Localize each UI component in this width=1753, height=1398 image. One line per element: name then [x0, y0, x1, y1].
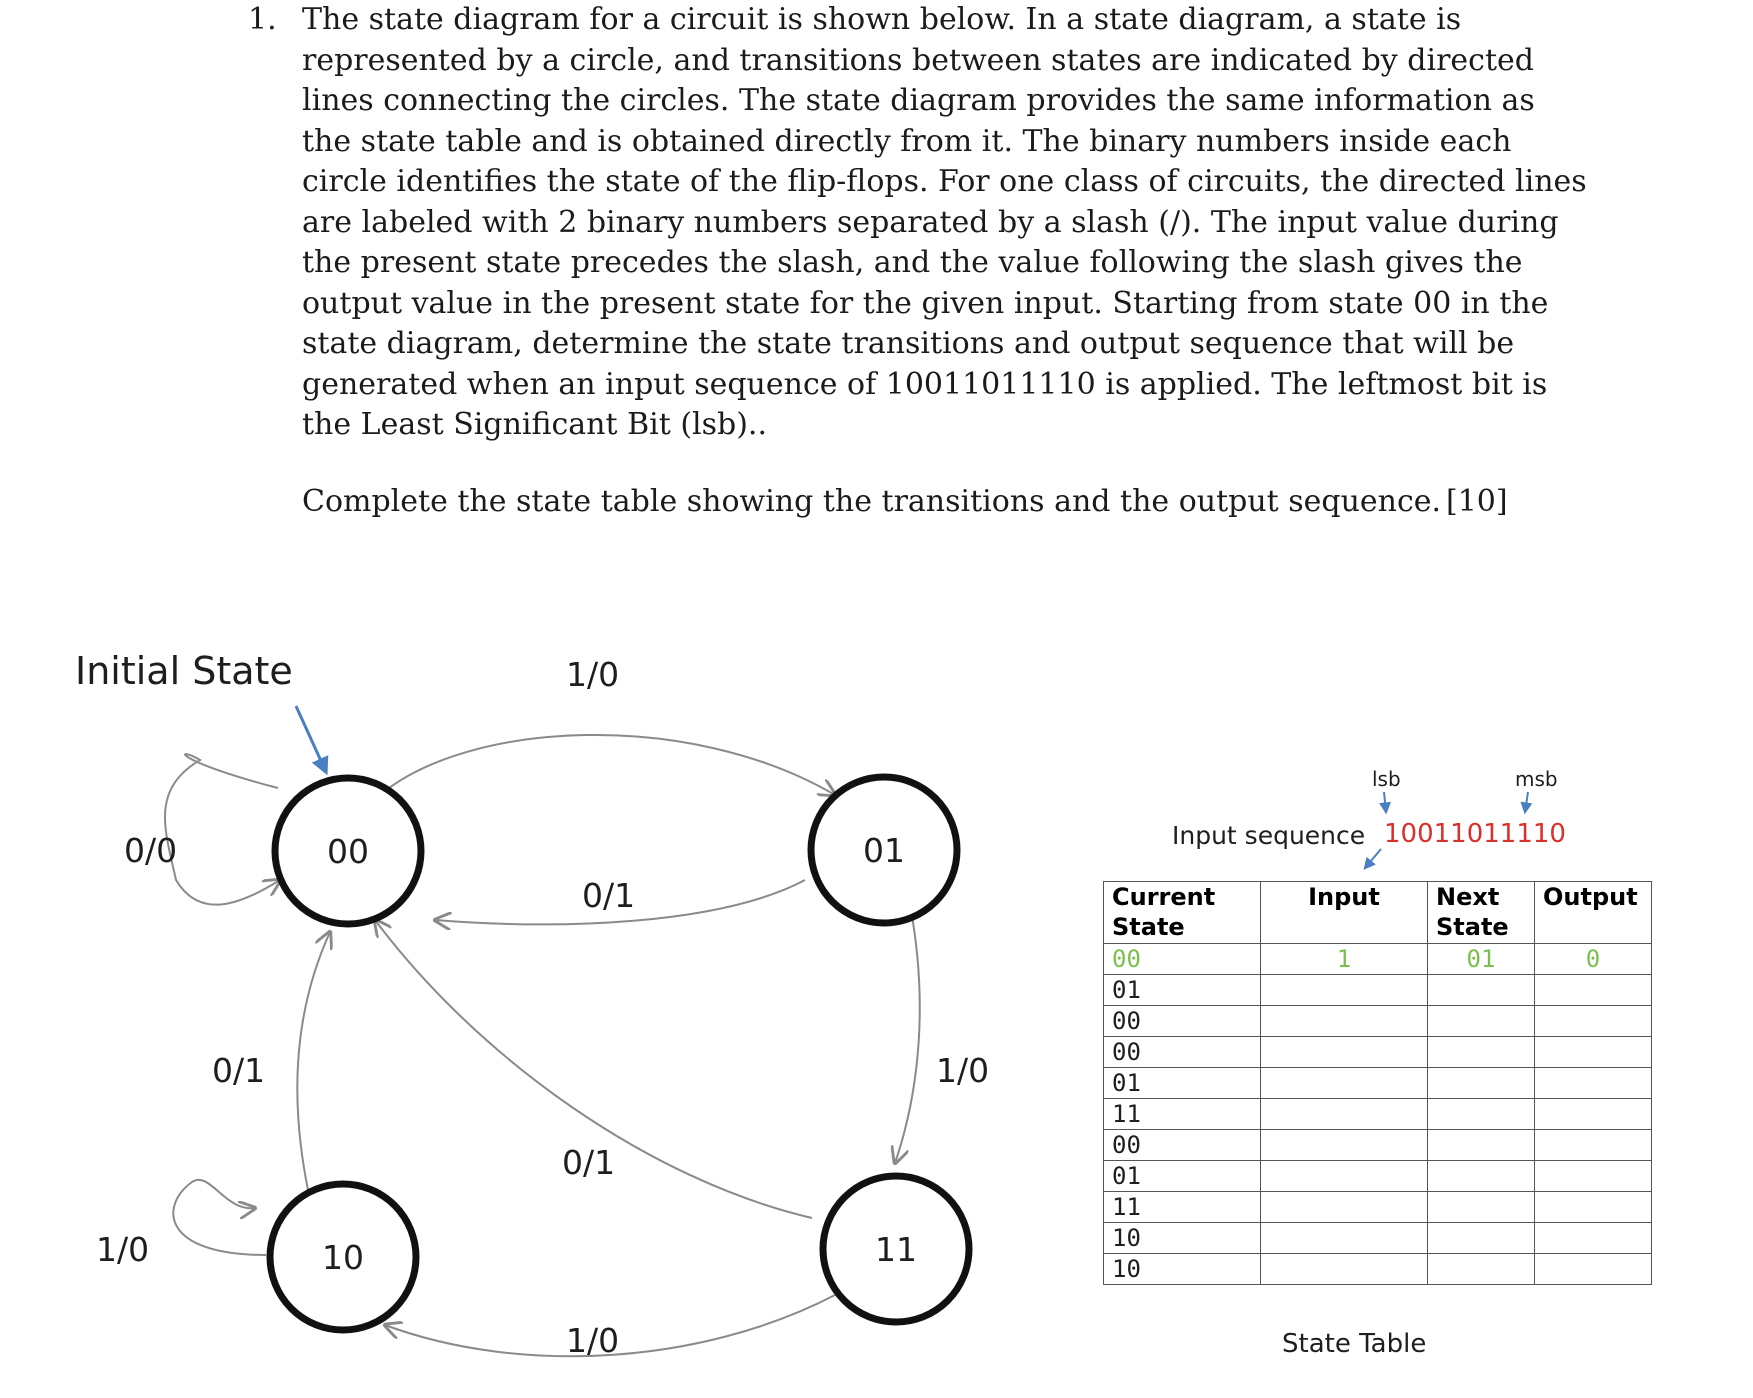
header-next-state: Next State	[1428, 882, 1535, 944]
table-row	[1104, 1006, 1652, 1037]
input-sequence-label: Input sequence	[1172, 821, 1366, 850]
cell-input[interactable]	[1261, 1223, 1428, 1254]
cell-next[interactable]	[1428, 1006, 1535, 1037]
label-10-to-00: 0/1	[212, 1051, 266, 1090]
cell-input[interactable]	[1261, 975, 1428, 1006]
cell-next[interactable]	[1428, 1068, 1535, 1099]
cell-current: 01	[1104, 1068, 1261, 1099]
label-00-self: 0/0	[124, 831, 178, 870]
table-row	[1104, 944, 1652, 975]
cell-input[interactable]	[1261, 1006, 1428, 1037]
table-row	[1104, 1099, 1652, 1130]
sequence-pointer-arrow	[1365, 849, 1381, 868]
edge-10-to-00	[297, 932, 330, 1190]
cell-current: 11	[1104, 1192, 1261, 1223]
edge-00-self	[165, 754, 280, 905]
edge-01-to-11	[895, 905, 920, 1163]
cell-input[interactable]	[1261, 1099, 1428, 1130]
state-11	[823, 1176, 969, 1322]
cell-next[interactable]	[1428, 1192, 1535, 1223]
state-10	[270, 1184, 416, 1330]
label-01-to-11: 1/0	[936, 1051, 990, 1090]
cell-input[interactable]	[1261, 1130, 1428, 1161]
label-11-to-10: 1/0	[566, 1321, 620, 1360]
cell-input[interactable]	[1261, 1192, 1428, 1223]
header-output: Output	[1535, 882, 1652, 944]
cell-output[interactable]	[1535, 1192, 1652, 1223]
cell-current: 11	[1104, 1099, 1261, 1130]
state-01	[811, 777, 957, 923]
lsb-arrow	[1384, 792, 1386, 812]
table-row	[1104, 1223, 1652, 1254]
edge-00-to-01	[380, 735, 835, 795]
msb-arrow	[1525, 792, 1528, 812]
state-11-label: 11	[875, 1230, 917, 1269]
state-table-header	[1104, 882, 1652, 944]
table-row	[1104, 1037, 1652, 1068]
table-row	[1104, 1068, 1652, 1099]
cell-next[interactable]: 01	[1428, 944, 1535, 975]
cell-current: 01	[1104, 975, 1261, 1006]
cell-output[interactable]	[1535, 1099, 1652, 1130]
cell-next[interactable]	[1428, 1130, 1535, 1161]
cell-current: 00	[1104, 944, 1261, 975]
cell-output[interactable]	[1535, 1006, 1652, 1037]
marks-label: [10]	[1446, 484, 1508, 519]
label-01-to-00: 0/1	[582, 876, 636, 915]
cell-next[interactable]	[1428, 1099, 1535, 1130]
table-row	[1104, 1161, 1652, 1192]
header-input: Input	[1261, 882, 1428, 944]
table-row	[1104, 1192, 1652, 1223]
cell-input[interactable]	[1261, 1161, 1428, 1192]
cell-input[interactable]	[1261, 1037, 1428, 1068]
cell-output[interactable]	[1535, 1130, 1652, 1161]
edge-10-self	[173, 1180, 266, 1255]
cell-current: 00	[1104, 1006, 1261, 1037]
initial-state-label: Initial State	[75, 649, 293, 693]
cell-output[interactable]	[1535, 1037, 1652, 1068]
table-row	[1104, 975, 1652, 1006]
table-row	[1104, 1130, 1652, 1161]
cell-output[interactable]: 0	[1535, 944, 1652, 975]
cell-current: 00	[1104, 1130, 1261, 1161]
instruction-text: Complete the state table showing the transitions and the output sequence.	[302, 484, 1442, 519]
cell-current: 00	[1104, 1037, 1261, 1068]
table-row	[1104, 1254, 1652, 1285]
cell-current: 10	[1104, 1223, 1261, 1254]
state-00-label: 00	[327, 832, 369, 871]
initial-state-arrow	[296, 706, 326, 772]
lsb-label: lsb	[1372, 767, 1401, 791]
cell-next[interactable]	[1428, 1161, 1535, 1192]
cell-output[interactable]	[1535, 1161, 1652, 1192]
cell-next[interactable]	[1428, 1254, 1535, 1285]
msb-label: msb	[1515, 767, 1558, 791]
cell-next[interactable]	[1428, 1223, 1535, 1254]
question-text: The state diagram for a circuit is shown below. In a state diagram, a state is represented by a circle, and transitions between states are indicated by directed lines connecting the circles. The state diagram provides the same information as the state table and is obtained directly from it. The binary numbers inside each circle identifies the state of the flip-flops. For one class of circuits, the directed lines are labeled with 2 binary numbers separated by a slash (/). The input value during the present state precedes the slash, and the value following the slash gives the output value in the present state for the given input. Starting from state 00 in the state diagram, determine the state transitions and output sequence that will be generated when an input sequence of 10011011110 is applied. The leftmost bit is the Least Significant Bit (lsb)..	[302, 2, 1587, 442]
cell-output[interactable]	[1535, 975, 1652, 1006]
question-number: 1.	[248, 2, 277, 37]
cell-output[interactable]	[1535, 1223, 1652, 1254]
state-table	[1103, 881, 1652, 1285]
cell-input[interactable]	[1261, 1254, 1428, 1285]
header-current-state: Current State	[1104, 882, 1261, 944]
state-10-label: 10	[322, 1238, 364, 1277]
cell-output[interactable]	[1535, 1068, 1652, 1099]
cell-next[interactable]	[1428, 1037, 1535, 1068]
cell-output[interactable]	[1535, 1254, 1652, 1285]
state-00	[275, 778, 421, 924]
cell-current: 01	[1104, 1161, 1261, 1192]
label-00-to-01: 1/0	[566, 655, 620, 694]
label-10-self: 1/0	[96, 1230, 150, 1269]
cell-input[interactable]: 1	[1261, 944, 1428, 975]
state-01-label: 01	[863, 831, 905, 870]
input-sequence-value: 10011011110	[1384, 819, 1566, 849]
cell-current: 10	[1104, 1254, 1261, 1285]
cell-next[interactable]	[1428, 975, 1535, 1006]
cell-input[interactable]	[1261, 1068, 1428, 1099]
state-table-caption: State Table	[1282, 1329, 1427, 1359]
label-11-to-00: 0/1	[562, 1143, 616, 1182]
